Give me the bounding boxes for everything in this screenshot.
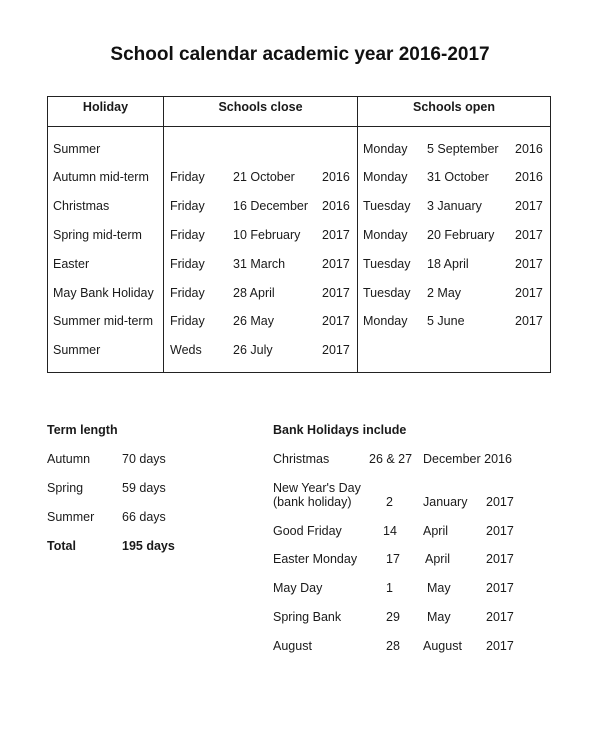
open-date: 2 May bbox=[427, 286, 462, 300]
open-date: 31 October bbox=[427, 170, 489, 184]
close-day: Friday bbox=[170, 314, 205, 328]
close-date: 26 May bbox=[233, 314, 274, 328]
bank-holiday-day: 17 bbox=[386, 552, 400, 566]
close-date: 26 July bbox=[233, 343, 273, 357]
close-year: 2017 bbox=[322, 314, 350, 328]
bank-holiday-name: Christmas bbox=[273, 452, 330, 466]
bank-holiday-year: 2017 bbox=[486, 495, 514, 509]
open-date: 18 April bbox=[427, 257, 469, 271]
bank-holiday-month: May bbox=[427, 581, 451, 595]
column-divider bbox=[163, 97, 164, 372]
header-schools-close: Schools close bbox=[218, 100, 303, 114]
term-total-label: Total bbox=[47, 539, 76, 553]
close-date: 31 March bbox=[233, 257, 286, 271]
close-day: Friday bbox=[170, 170, 205, 184]
holiday-name: May Bank Holiday bbox=[53, 286, 154, 300]
term-days: 59 days bbox=[122, 481, 166, 495]
close-year: 2017 bbox=[322, 286, 350, 300]
open-date: 3 January bbox=[427, 199, 482, 213]
term-days: 66 days bbox=[122, 510, 166, 524]
document-title: School calendar academic year 2016-2017 bbox=[110, 44, 490, 65]
open-year: 2017 bbox=[515, 314, 543, 328]
bank-holiday-day: 2 bbox=[386, 495, 393, 509]
open-date: 5 September bbox=[427, 142, 499, 156]
holiday-name: Christmas bbox=[53, 199, 110, 213]
close-date: 21 October bbox=[233, 170, 295, 184]
term-total-value: 195 days bbox=[122, 539, 175, 553]
close-date: 28 April bbox=[233, 286, 275, 300]
bank-holiday-year: 2017 bbox=[486, 524, 514, 538]
holiday-name: Easter bbox=[53, 257, 90, 271]
open-day: Tuesday bbox=[363, 286, 411, 300]
bank-holiday-year: 2017 bbox=[486, 639, 514, 653]
bank-holiday-day: 14 bbox=[383, 524, 397, 538]
close-date: 16 December bbox=[233, 199, 309, 213]
close-year: 2017 bbox=[322, 343, 350, 357]
bank-holiday-name: Good Friday bbox=[273, 524, 342, 538]
header-divider bbox=[48, 126, 550, 127]
bank-holiday-month: April bbox=[423, 524, 449, 538]
bank-holiday-month: August bbox=[423, 639, 462, 653]
header-schools-open: Schools open bbox=[413, 100, 495, 114]
close-year: 2017 bbox=[322, 257, 350, 271]
bank-holiday-day: 1 bbox=[386, 581, 393, 595]
open-day: Monday bbox=[363, 314, 408, 328]
open-year: 2017 bbox=[515, 199, 543, 213]
bank-holiday-year: 2017 bbox=[486, 581, 514, 595]
term-name: Summer bbox=[47, 510, 95, 524]
close-year: 2016 bbox=[322, 170, 350, 184]
bank-holiday-month: January bbox=[423, 495, 468, 509]
column-divider bbox=[357, 97, 358, 372]
open-date: 5 June bbox=[427, 314, 465, 328]
bank-holiday-name: New Year's Day bbox=[273, 481, 361, 495]
close-year: 2016 bbox=[322, 199, 350, 213]
holiday-name: Summer bbox=[53, 343, 101, 357]
bank-holiday-year: 2017 bbox=[486, 610, 514, 624]
header-holiday: Holiday bbox=[82, 100, 129, 114]
open-year: 2017 bbox=[515, 257, 543, 271]
holiday-name: Spring mid-term bbox=[53, 228, 142, 242]
bank-holiday-month: April bbox=[425, 552, 451, 566]
term-name: Spring bbox=[47, 481, 84, 495]
holiday-name: Summer mid-term bbox=[53, 314, 154, 328]
bank-holiday-month: December 2016 bbox=[423, 452, 512, 466]
close-day: Weds bbox=[170, 343, 202, 357]
bank-holiday-name: Easter Monday bbox=[273, 552, 358, 566]
open-year: 2016 bbox=[515, 170, 543, 184]
holiday-name: Summer bbox=[53, 142, 101, 156]
bank-holiday-day: 28 bbox=[386, 639, 400, 653]
term-length-heading: Term length bbox=[47, 423, 118, 437]
open-day: Monday bbox=[363, 228, 408, 242]
bank-holiday-day: 26 & 27 bbox=[369, 452, 413, 466]
close-day: Friday bbox=[170, 228, 205, 242]
close-day: Friday bbox=[170, 286, 205, 300]
close-day: Friday bbox=[170, 199, 205, 213]
open-date: 20 February bbox=[427, 228, 495, 242]
open-day: Monday bbox=[363, 170, 408, 184]
close-date: 10 February bbox=[233, 228, 301, 242]
close-year: 2017 bbox=[322, 228, 350, 242]
open-day: Monday bbox=[363, 142, 408, 156]
open-day: Tuesday bbox=[363, 257, 411, 271]
open-day: Tuesday bbox=[363, 199, 411, 213]
holiday-name: Autumn mid-term bbox=[53, 170, 149, 184]
term-days: 70 days bbox=[122, 452, 166, 466]
bank-holiday-name: Spring Bank bbox=[273, 610, 342, 624]
bank-holiday-note: (bank holiday) bbox=[273, 495, 352, 509]
bank-holiday-day: 29 bbox=[386, 610, 400, 624]
term-name: Autumn bbox=[47, 452, 91, 466]
open-year: 2017 bbox=[515, 228, 543, 242]
bank-holiday-month: May bbox=[427, 610, 451, 624]
bank-holidays-heading: Bank Holidays include bbox=[273, 423, 407, 437]
open-year: 2016 bbox=[515, 142, 543, 156]
open-year: 2017 bbox=[515, 286, 543, 300]
bank-holiday-name: August bbox=[273, 639, 312, 653]
bank-holiday-name: May Day bbox=[273, 581, 323, 595]
close-day: Friday bbox=[170, 257, 205, 271]
bank-holiday-year: 2017 bbox=[486, 552, 514, 566]
